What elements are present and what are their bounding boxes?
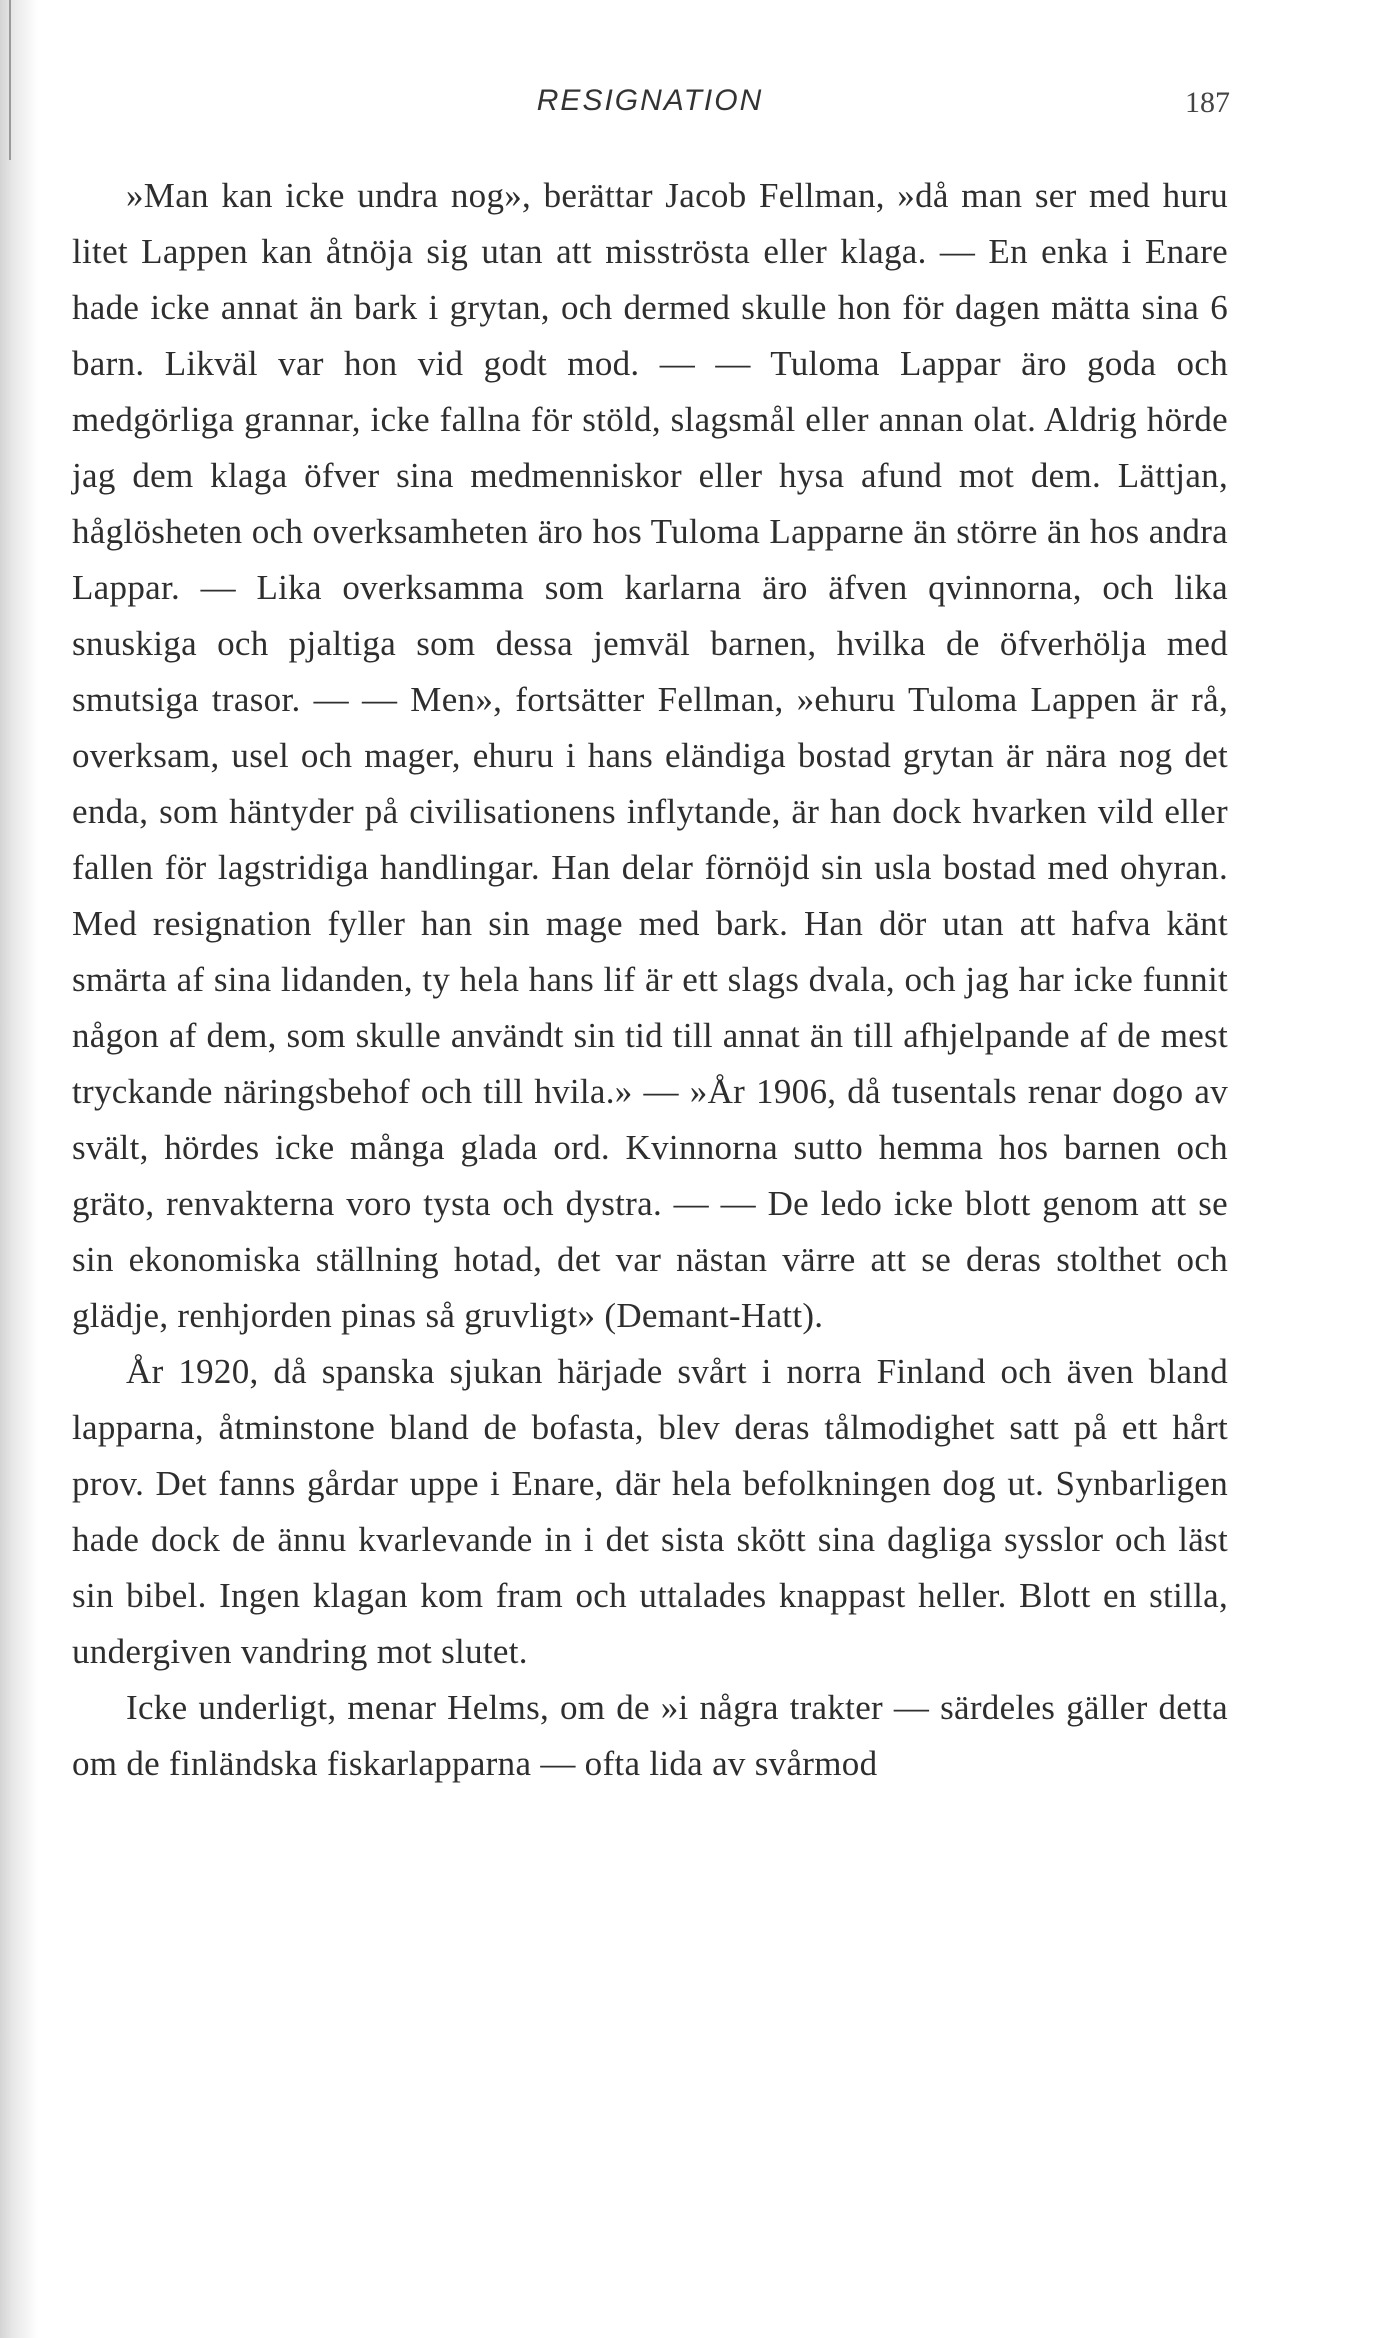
page-header (70, 84, 1230, 124)
page-binding-edge (0, 0, 38, 2338)
paragraph: »Man kan icke undra nog», berättar Jacob Fellman, »då man ser med huru litet Lappen kan åtnöja sig utan att misströsta eller klaga. — En enka i Enare hade icke annat än bark i grytan, och dermed skulle hon för dagen mätta sina 6 barn. Likväl var hon vid godt mod. — — Tuloma Lappar äro goda och medgörliga grannar, icke fallna för stöld, slagsmål eller annan olat. Aldrig hörde jag dem klaga öfver sina medmenniskor eller hysa afund mot dem. Lättjan, håglösheten och overksamheten äro hos Tuloma Lapparne än större än hos andra Lappar. — Lika overksamma som karlarna äro äfven qvinnorna, och lika snuskiga och pjaltiga som dessa jemväl barnen, hvilka de öfverhölja med smutsiga trasor. — — Men», fortsätter Fellman, »ehuru Tuloma Lappen är rå, overksam, usel och mager, ehuru i hans eländiga bostad grytan är nära nog det enda, som häntyder på civilisationens inflytande, är han dock hvarken vild eller fallen för lagstridiga handlingar. Han delar förnöjd sin usla bostad med ohyran. Med resignation fyller han sin mage med bark. Han dör utan att hafva känt smärta af sina lidanden, ty hela hans lif är ett slags dvala, och jag har icke funnit någon af dem, som skulle användt sin tid till annat än till afhjelpande af de mest tryckande näringsbehof och till hvila.» — »År 1906, då tusentals renar dogo av svält, hördes icke många glada ord. Kvinnorna sutto hemma hos barnen och gräto, renvakterna voro tysta och dystra. — — De ledo icke blott genom att se sin ekonomiska ställning hotad, det var nästan värre att se deras stolthet och glädje, renhjorden pinas så gruvligt» (Demant-Hatt). (72, 176, 1228, 1335)
paragraph: År 1920, då spanska sjukan härjade svårt i norra Finland och även bland lapparna, åtminstone bland de bofasta, blev deras tålmodighet satt på ett hårt prov. Det fanns gårdar uppe i Enare, där hela befolkningen dog ut. Synbarligen hade dock de ännu kvarlevande in i det sista skött sina dagliga sysslor och läst sin bibel. Ingen klagan kom fram och uttalades knappast heller. Blott en stilla, undergiven vandring mot slutet. (72, 1352, 1228, 1671)
running-title: RESIGNATION (536, 84, 764, 117)
paragraph: Icke underligt, menar Helms, om de »i några trakter — särdeles gäller detta om de finländska fiskarlapparna — ofta lida av svårmod (72, 1688, 1228, 1783)
binding-line (9, 0, 11, 160)
page-number: 187 (1185, 86, 1230, 119)
body-text (72, 168, 1228, 1792)
